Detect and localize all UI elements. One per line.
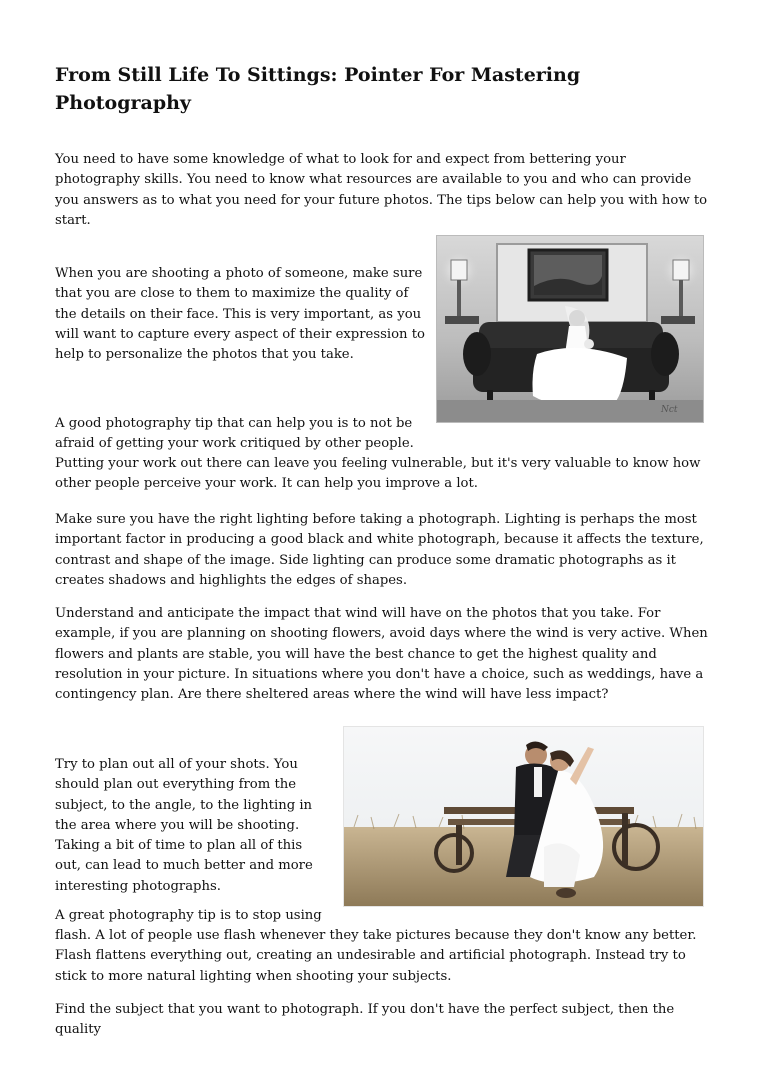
paragraph-subject: Find the subject that you want to photograph. If you don't have the perfect subject, then the quality	[55, 1002, 675, 1038]
couple-bench-photo	[343, 726, 704, 907]
paragraph-intro: You need to have some knowledge of what to look for and expect from bettering your photography skills. You need to know what resources are available to you and who can provide you answers as to what you need for your future photos. The tips below can help you with how to start.	[55, 152, 708, 228]
paragraph-flash-end: flash. A lot of people use flash whenever they take pictures because they don't know any better. Flash flattens everything out, creating an undesirable and artificial photograph. Instead try to stick to more natural lighting when shooting your subjects.	[55, 928, 697, 984]
paragraph-flash-start: A great photography tip is to stop using	[55, 908, 322, 923]
paragraph-close-up: When you are shooting a photo of someone, make sure that you are close to them to maximize the quality of the details on their face. This is very important, as you will want to capture every aspect of their expression to help to personalize the photos that you take.	[55, 266, 425, 363]
article-title: From Still Life To Sittings: Pointer For Mastering Photography	[55, 64, 581, 114]
paragraph-wind: Understand and anticipate the impact that wind will have on the photos that you take. For example, if you are planning on shooting flowers, avoid days where the wind is very active. When flowers and plants are stable, you will have the best chance to get the highest quality and resolution in your picture. In situations where you don't have a choice, such as weddings, have a contingency plan. Are there sheltered areas where the wind will have less impact?	[55, 606, 708, 703]
bride-sofa-photo	[436, 235, 704, 423]
paragraph-critique-start: A good photography tip that can help you is to not be afraid of getting your work critiqued by other people.	[55, 416, 414, 452]
photo-watermark: Nct	[661, 405, 678, 415]
paragraph-critique-end: Putting your work out there can leave you feeling vulnerable, but it's very valuable to know how other people perceive your work. It can help you improve a lot.	[55, 456, 701, 492]
paragraph-lighting: Make sure you have the right lighting before taking a photograph. Lighting is perhaps the most important factor in producing a good black and white photograph, because it affects the texture, contrast and shape of the image. Side lighting can produce some dramatic photographs as it creates shadows and highlights the edges of shapes.	[55, 512, 704, 588]
paragraph-plan-shots: Try to plan out all of your shots. You should plan out everything from the subject, to the angle, to the lighting in the area where you will be shooting. Taking a bit of time to plan all of this out, can lead to much better and more interesting photographs.	[55, 757, 313, 894]
